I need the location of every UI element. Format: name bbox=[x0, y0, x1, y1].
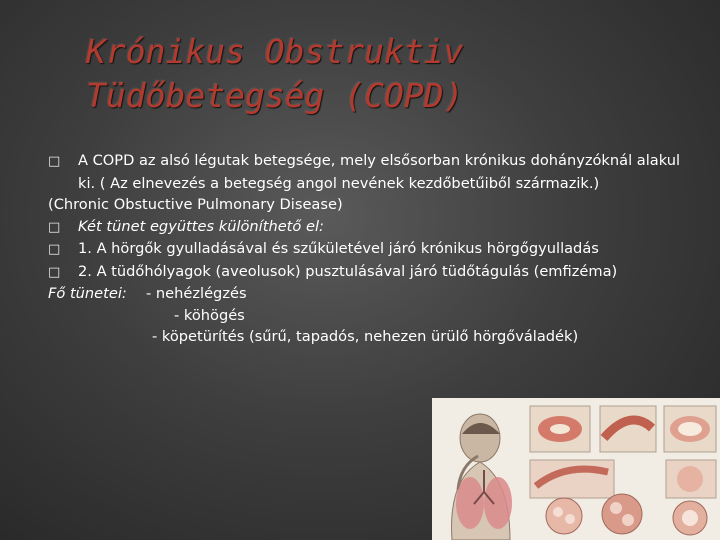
copd-illustration-image bbox=[432, 398, 720, 540]
type-1-line bbox=[48, 238, 698, 261]
two-types-line bbox=[48, 216, 698, 239]
square-bullet-icon: □ bbox=[48, 154, 61, 169]
symptoms-line bbox=[48, 283, 698, 305]
slide-body bbox=[48, 150, 698, 348]
square-bullet-icon: □ bbox=[48, 264, 61, 280]
symptom-1: - nehézlégzés bbox=[146, 285, 247, 302]
type-1-text: 1. A hörgők gyulladásával és szűkületével járó krónikus hörgőgyulladás bbox=[78, 240, 599, 257]
symptom-2: - köhögés bbox=[174, 306, 245, 324]
square-bullet-icon: □ bbox=[48, 219, 61, 235]
intro-line bbox=[48, 150, 698, 173]
type-2-text: 2. A tüdőhólyagok (aveolusok) pusztulásával járó tüdőtágulás (emfizéma) bbox=[78, 262, 618, 280]
symptom-3: - köpetürítés (sűrű, tapadós, nehezen ürülő hörgőváladék) bbox=[152, 328, 579, 345]
intro-text-2: ki. ( Az elnevezés a betegség angol nevének kezdőbetűiből származik.) bbox=[78, 174, 600, 192]
english-name: (Chronic Obstuctive Pulmonary Disease) bbox=[48, 196, 343, 213]
copd-illustration bbox=[432, 398, 720, 540]
intro-text-1: A COPD az alsó légutak betegsége, mely elsősorban krónikus dohányzóknál alakul bbox=[78, 152, 681, 169]
slide-title: Krónikus Obstruktiv Tüdőbetegség (COPD) bbox=[86, 32, 464, 115]
type-2-line bbox=[48, 261, 698, 284]
symptoms-label: Fő tünetei: bbox=[48, 285, 127, 302]
two-types-text: Két tünet együttes különíthető el: bbox=[78, 217, 324, 235]
square-bullet-icon: □ bbox=[48, 242, 61, 257]
